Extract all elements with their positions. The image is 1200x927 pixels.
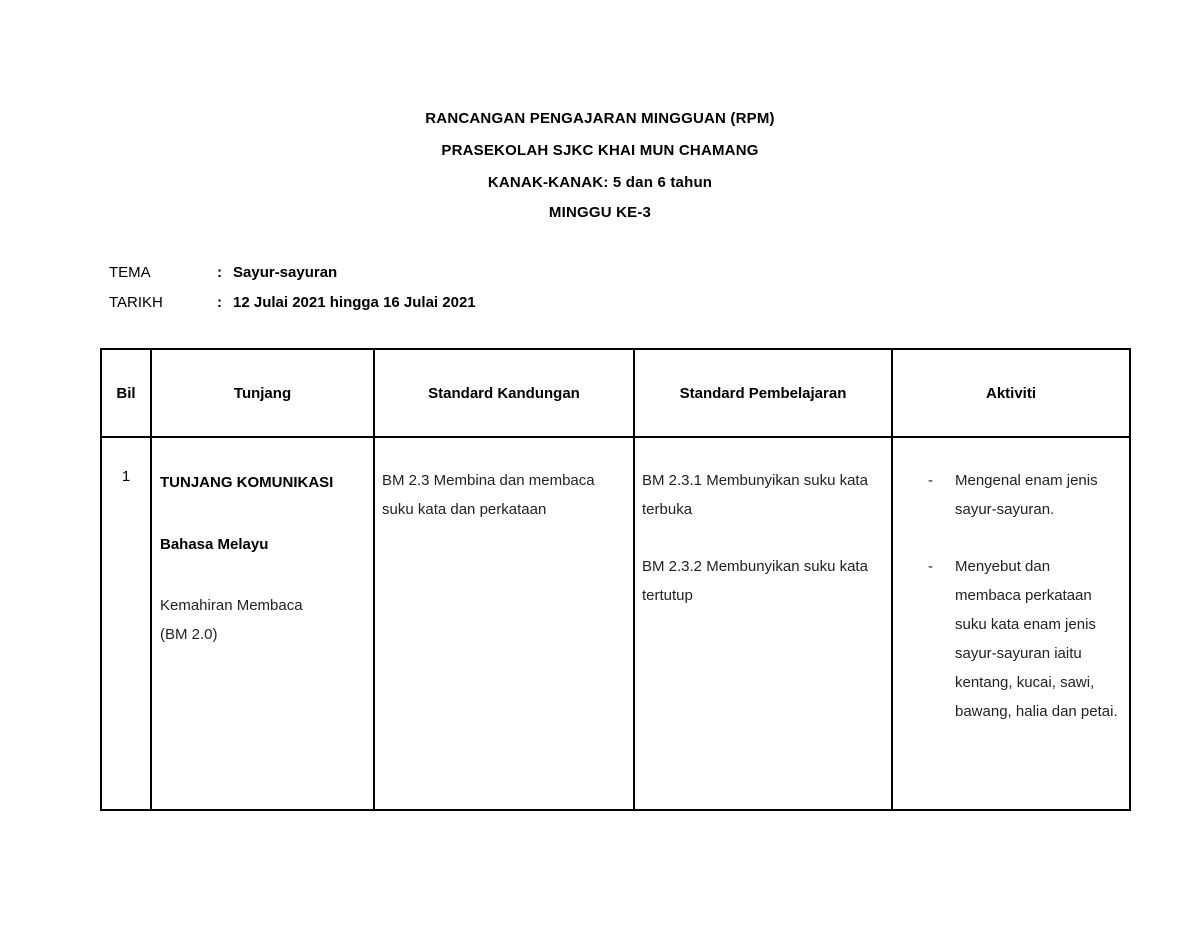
cell-bil: 1 <box>101 437 151 810</box>
aktiviti-item-1 <box>893 466 1119 524</box>
tunjang-skill: Kemahiran Membaca <box>160 597 303 614</box>
tunjang-title: TUNJANG KOMUNIKASI <box>160 474 334 491</box>
tema-colon: : <box>217 264 222 281</box>
tarikh-row <box>109 294 476 311</box>
tarikh-value: 12 Julai 2021 hingga 16 Julai 2021 <box>233 294 476 311</box>
aktiviti-text-1: Mengenal enam jenis sayur-sayuran. <box>955 472 1098 518</box>
tema-row <box>109 264 337 281</box>
sp-item-1: BM 2.3.1 Membunyikan suku kata terbuka <box>642 472 868 518</box>
rpm-table <box>100 348 1131 811</box>
header-standard-kandungan: Standard Kandungan <box>374 349 634 437</box>
tunjang-subject: Bahasa Melayu <box>160 536 269 553</box>
tunjang-code: (BM 2.0) <box>160 626 218 643</box>
header-tunjang: Tunjang <box>151 349 374 437</box>
school-name: PRASEKOLAH SJKC KHAI MUN CHAMANG <box>441 142 759 159</box>
sp-item-2: BM 2.3.2 Membunyikan suku kata tertutup <box>642 558 868 604</box>
bullet-dash: - <box>928 558 933 575</box>
cell-aktiviti <box>892 437 1130 810</box>
header-standard-pembelajaran: Standard Pembelajaran <box>634 349 892 437</box>
cell-tunjang <box>151 437 374 810</box>
age-group: KANAK-KANAK: 5 dan 6 tahun <box>487 174 713 191</box>
tarikh-label: TARIKH <box>109 294 163 311</box>
table-row <box>101 437 1130 810</box>
aktiviti-text-2: Menyebut dan membaca perkataan suku kata enam jenis sayur-sayuran iaitu kentang, kucai, sawi, bawang, halia dan petai. <box>955 558 1118 720</box>
header-bil: Bil <box>101 349 151 437</box>
bullet-dash: - <box>928 472 933 489</box>
cell-standard-kandungan: BM 2.3 Membina dan membaca suku kata dan perkataan <box>374 437 634 810</box>
tarikh-colon: : <box>217 294 222 311</box>
aktiviti-item-2 <box>893 552 1119 726</box>
cell-standard-pembelajaran <box>634 437 892 810</box>
table-header-row <box>101 349 1130 437</box>
header-aktiviti: Aktiviti <box>892 349 1130 437</box>
tema-value: Sayur-sayuran <box>233 264 338 281</box>
week-label: MINGGU KE-3 <box>548 204 652 221</box>
tema-label: TEMA <box>109 264 151 281</box>
doc-title: RANCANGAN PENGAJARAN MINGGUAN (RPM) <box>425 110 775 127</box>
